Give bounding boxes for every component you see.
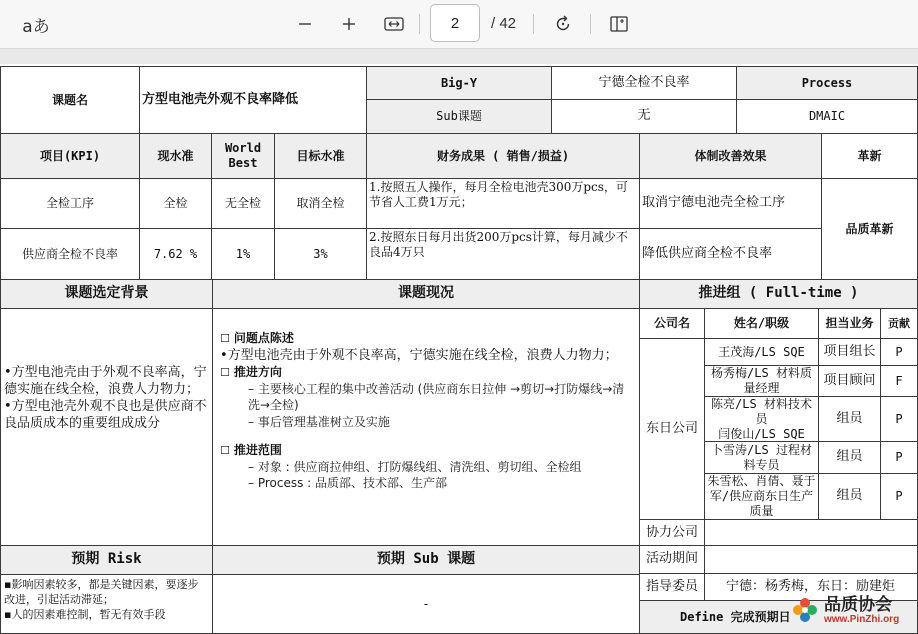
background-title: 课题选定背景 [0, 279, 213, 309]
fit-width-button[interactable] [381, 0, 407, 48]
status-heading-1: ☐ 问题点陈述 [220, 331, 294, 345]
member-4-name: 卜雪涛/LS 过程材料专员 [704, 441, 819, 474]
member-4-role: 组员 [818, 441, 881, 474]
team-header-contrib: 贡献 [880, 308, 918, 339]
kpi-row2-current: 7.62 % [139, 228, 212, 280]
process-label: Process [736, 66, 918, 100]
kpi-header-system: 体制改善效果 [639, 133, 822, 179]
page-view-button[interactable] [605, 0, 633, 48]
toolbar-divider [419, 14, 420, 34]
rotate-icon [553, 14, 573, 34]
status-heading-2-text: 推进方向 [233, 365, 282, 380]
sub-topic-value: - [212, 574, 640, 634]
zoom-out-button[interactable] [292, 0, 318, 48]
member-2-name: 杨秀梅/LS 材料质量经理 [704, 365, 819, 397]
fit-width-icon [384, 16, 404, 32]
zoom-in-button[interactable] [336, 0, 362, 48]
team-company: 东日公司 [639, 338, 705, 520]
member-3-name: 陈亮/LS 材料技术员 闫俊山/LS SQE [704, 396, 819, 442]
member-5-role: 组员 [818, 473, 881, 520]
topic-value: 方型电池壳外观不良率降低 [139, 66, 367, 134]
team-header-company: 公司名 [639, 308, 705, 339]
kpi-row2-item: 供应商全检不良率 [0, 228, 140, 280]
status-heading-3-text: 推进范围 [233, 442, 282, 457]
coop-value [704, 519, 918, 547]
background-content [0, 308, 213, 546]
kpi-header-target: 目标水准 [274, 133, 367, 179]
kpi-row1-target: 取消全检 [274, 178, 367, 229]
kpi-row1-finance: 1.按照五人操作，每月全检电池壳300万pcs，可节省人工费1万元； [366, 178, 640, 229]
status-heading-1-text: 问题点陈述 [233, 331, 294, 345]
kpi-row1-system: 取消宁德电池壳全检工序 [639, 178, 822, 229]
member-3-role: 组员 [818, 396, 881, 442]
flower-logo-icon [790, 595, 820, 625]
kpi-row2-world-best: 1% [211, 228, 275, 280]
status-heading-2: ☐ 推进方向 [220, 365, 282, 380]
period-label: 活动期间 [639, 545, 705, 574]
status-para-2b: – 事后管理基准树立及实施 [248, 414, 390, 429]
team-header-role: 担当业务 [818, 308, 881, 339]
pdf-toolbar [0, 0, 918, 49]
minus-icon [297, 16, 313, 32]
background-line-1: •方型电池壳由于外观不良率高，宁德实施在线全检，浪费人力物力； [4, 365, 207, 397]
member-3-contrib: P [880, 396, 918, 442]
define-label: Define 完成预期日 [639, 600, 918, 634]
status-para-2a: – 主要核心工程的集中改善活动 (供应商东日拉伸 →剪切→打防爆线→清 洗→全检) [248, 382, 625, 413]
background-line-2: •方型电池壳外观不良也是供应商不良品质成本的重要组成成分 [4, 398, 207, 431]
status-title: 课题现况 [212, 279, 640, 309]
status-para-1: •方型电池壳由于外观不良率高，宁德实施在线全检，浪费人力物力； [220, 347, 618, 363]
status-para-3b: – Process : 品质部、技术部、生产部 [248, 475, 448, 490]
watermark-name: 品质协会 [824, 594, 892, 615]
kpi-row1-world-best: 无全检 [211, 178, 275, 229]
status-para-3a: – 对象 : 供应商拉伸组、打防爆线组、清洗组、剪切组、全检组 [248, 459, 582, 474]
period-value [704, 545, 918, 574]
bigy-value: 宁德全检不良率 [551, 66, 737, 100]
team-title: 推进组 ( Full-time ) [639, 279, 918, 309]
bigy-label: Big-Y [366, 66, 552, 100]
kpi-row1-item: 全检工序 [0, 178, 140, 229]
two-page-icon [609, 15, 629, 33]
risk-content [0, 574, 213, 634]
advisor-label: 指导委员 [639, 573, 705, 601]
member-4-contrib: P [880, 441, 918, 474]
sub-topic-title: 预期 Sub 课题 [212, 545, 640, 575]
read-mode-label: aあ [22, 16, 50, 37]
kpi-header-innovation: 革新 [821, 133, 918, 179]
document-page [0, 64, 918, 632]
coop-label: 协力公司 [639, 519, 705, 547]
member-1-role: 项目组长 [818, 338, 881, 366]
toolbar-divider [590, 14, 591, 34]
dmaic-value: DMAIC [736, 99, 918, 134]
kpi-header-item: 项目(KPI) [0, 133, 140, 179]
page-total: / 42 [491, 15, 517, 32]
member-2-contrib: F [880, 365, 918, 397]
member-2-role: 项目顾问 [818, 365, 881, 397]
rotate-button[interactable] [549, 0, 577, 48]
sub-value: 无 [551, 99, 737, 134]
member-5-name: 朱雪松、肖倩、聂于军/供应商东日生产质量 [704, 473, 819, 520]
plus-icon [341, 16, 357, 32]
watermark [790, 588, 918, 632]
member-1-contrib: P [880, 338, 918, 366]
advisor-value: 宁德：杨秀梅，东日：励建炬 [704, 573, 918, 601]
status-heading-3: ☐ 推进范围 [220, 442, 282, 457]
page-number-input[interactable] [430, 4, 480, 42]
toolbar-divider [533, 14, 534, 34]
kpi-header-current: 现水准 [139, 133, 212, 179]
kpi-header-world-best: World Best [211, 133, 275, 179]
kpi-row2-system: 降低供应商全检不良率 [639, 228, 822, 280]
member-5-contrib: P [880, 473, 918, 520]
sub-label: Sub课题 [366, 99, 552, 134]
status-content [220, 330, 634, 491]
watermark-url: www.PinZhi.org [824, 613, 900, 625]
kpi-row1-current: 全检 [139, 178, 212, 229]
topic-label: 课题名 [0, 66, 140, 134]
risk-line-2: ▪人的因素难控制，暂无有效手段 [4, 607, 166, 621]
kpi-row2-finance: 2.按照东日每月出货200万pcs计算，每月减少不良品4万只 [366, 228, 640, 280]
innovation-value: 品质革新 [821, 178, 918, 280]
team-header-name: 姓名/职级 [704, 308, 819, 339]
risk-line-1: ▪影响因素较多，都是关键因素，要逐步改进，引起活动滞延； [4, 578, 199, 606]
kpi-header-finance: 财务成果 ( 销售/损益) [366, 133, 640, 179]
read-aloud-button[interactable] [16, 0, 56, 48]
risk-title: 预期 Risk [0, 545, 213, 575]
kpi-row2-target: 3% [274, 228, 367, 280]
member-1-name: 王茂海/LS SQE [704, 338, 819, 366]
